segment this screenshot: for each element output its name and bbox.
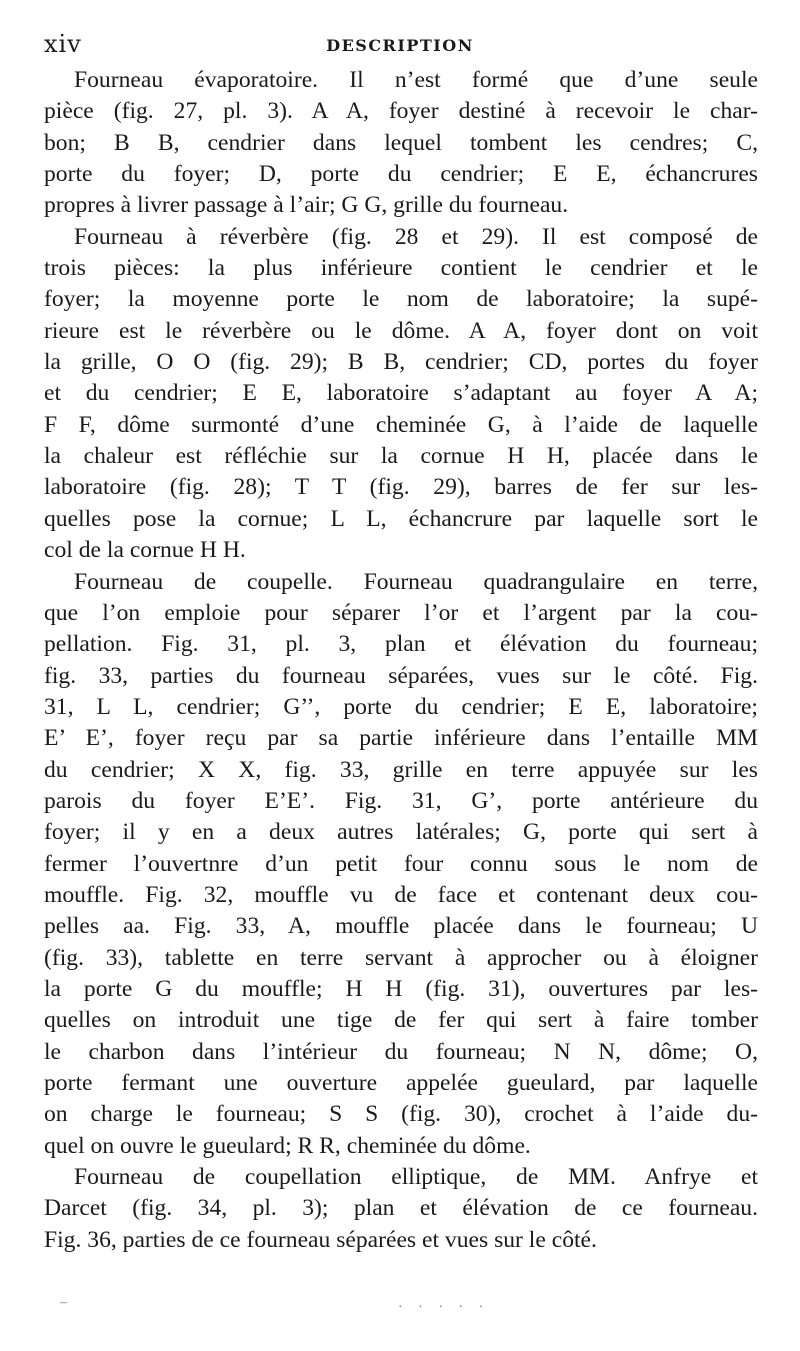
text-line: quelles pose la cornue; L L, échancrure par laquelle sort le (44, 505, 758, 532)
text-line: quel on ouvre le gueulard; R R, cheminée du dôme. (44, 1132, 531, 1159)
text-line: foyer; il y en a deux autres latérales; G, porte qui sert à (44, 819, 758, 846)
text-line: porte fermant une ouverture appelée gueulard, par laquelle (44, 1070, 758, 1096)
text-line: Fourneau de coupelle. Fourneau quadrangulaire en terre, (74, 568, 758, 595)
text-line: rieure est le réverbère ou le dôme. A A, foyer dont on voit (44, 317, 758, 344)
running-head: DESCRIPTION (326, 36, 474, 55)
text-line: du cendrier; X X, fig. 33, grille en terre appuyée sur les (44, 756, 758, 783)
page-header (44, 30, 756, 60)
text-line: on charge le fourneau; S S (fig. 30), crochet à l’aide du- (44, 1101, 758, 1128)
text-line: et du cendrier; E E, laboratoire s’adaptant au foyer A A; (44, 380, 758, 407)
text-line: la chaleur est réfléchie sur la cornue H H, placée dans le (44, 443, 758, 470)
text-line: la grille, O O (fig. 29); B B, cendrier; CD, portes du foyer (44, 349, 758, 376)
stray-mark: – (60, 1295, 73, 1310)
text-line: Fourneau à réverbère (fig. 28 et 29). Il est composé de (74, 223, 758, 250)
text-line: pelles aa. Fig. 33, A, mouffle placée dans le fourneau; U (44, 913, 758, 940)
text-line: 31, L L, cendrier; G’’, porte du cendrier; E E, laboratoire; (44, 693, 758, 720)
text-line: mouffle. Fig. 32, mouffle vu de face et contenant deux cou- (44, 881, 758, 908)
text-line: Fourneau évaporatoire. Il n’est formé que d’une seule (74, 67, 758, 93)
text-line: porte du foyer; D, porte du cendrier; E E, échancrures (44, 161, 758, 188)
text-line: bon; B B, cendrier dans lequel tombent les cendres; C, (44, 129, 758, 156)
body-text (44, 65, 758, 1256)
text-line: le charbon dans l’intérieur du fourneau; N N, dôme; O, (44, 1038, 758, 1065)
text-line: trois pièces: la plus inférieure contient le cendrier et le (44, 255, 758, 282)
text-line: la porte G du mouffle; H H (fig. 31), ouvertures par les- (44, 975, 758, 1002)
text-line: F F, dôme surmonté d’une cheminée G, à l’aide de laquelle (44, 411, 758, 438)
text-line: Fig. 36, parties de ce fourneau séparées et vues sur le côté. (44, 1226, 597, 1253)
text-line: fermer l’ouvertnre d’un petit four connu sous le nom de (44, 850, 758, 877)
text-line: laboratoire (fig. 28); T T (fig. 29), barres de fer sur les- (44, 474, 758, 501)
text-line: Darcet (fig. 34, pl. 3); plan et élévation de ce fourneau. (44, 1195, 758, 1222)
text-line: fig. 33, parties du fourneau séparées, vues sur le côté. Fig. (44, 662, 758, 689)
page-number: xiv (44, 30, 82, 58)
stray-mark: · · · · · (398, 1300, 490, 1315)
text-line: Fourneau de coupellation elliptique, de MM. Anfrye et (74, 1164, 758, 1191)
text-line: pièce (fig. 27, pl. 3). A A, foyer destiné à recevoir le char- (44, 98, 758, 125)
text-line: col de la cornue H H. (44, 537, 246, 564)
text-line: foyer; la moyenne porte le nom de laboratoire; la supé- (44, 286, 758, 313)
text-line: quelles on introduit une tige de fer qui sert à faire tomber (44, 1007, 758, 1034)
text-line: parois du foyer E’E’. Fig. 31, G’, porte antérieure du (44, 787, 758, 814)
text-line: propres à livrer passage à l’air; G G, grille du fourneau. (44, 192, 569, 219)
text-line: E’ E’, foyer reçu par sa partie inférieure dans l’entaille MM (44, 725, 758, 752)
text-line: que l’on emploie pour séparer l’or et l’argent par la cou- (44, 599, 758, 626)
text-line: pellation. Fig. 31, pl. 3, plan et élévation du fourneau; (44, 631, 758, 658)
text-line: (fig. 33), tablette en terre servant à approcher ou à éloigner (44, 944, 758, 971)
